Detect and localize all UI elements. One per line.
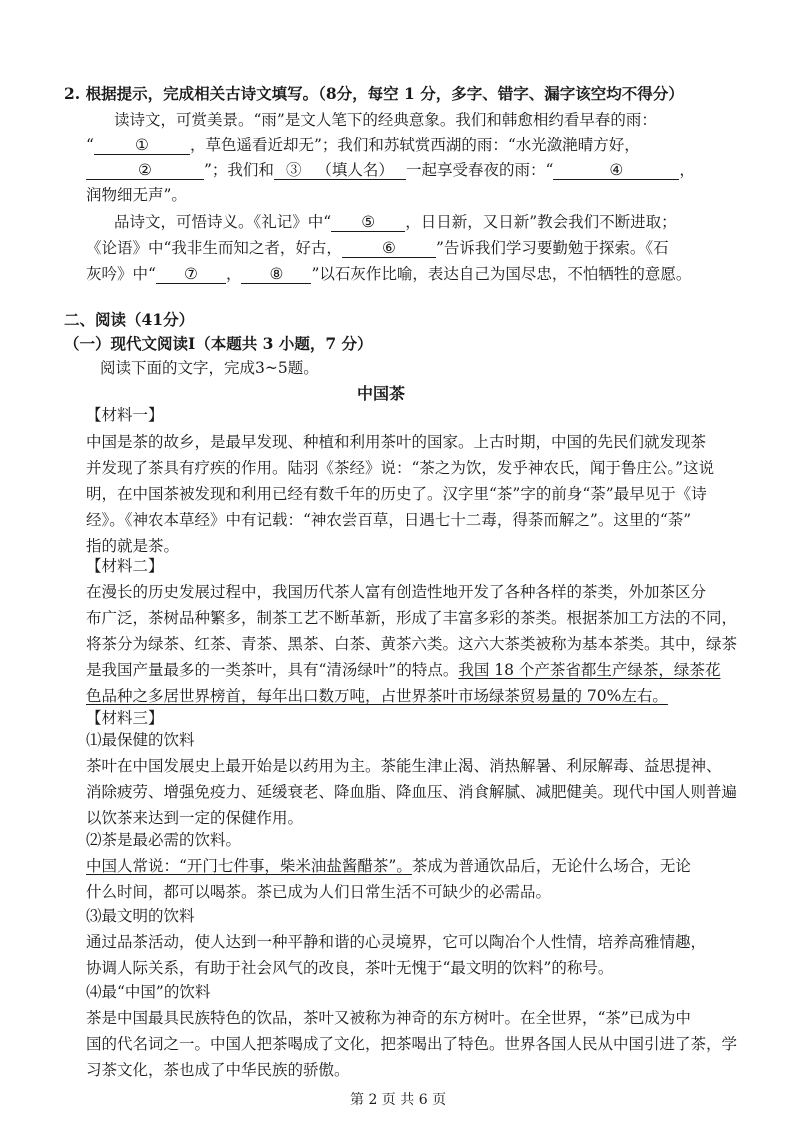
m3-s1-line-3: 以饮茶来达到一定的保健作用。: [86, 809, 304, 827]
blank-3[interactable]: ③ （填人名）: [274, 162, 406, 180]
m2-line-3: 将茶分为绿茶、红茶、青茶、黑茶、白茶、黄茶六类。这六大茶类被称为基本茶类。其中，绿茶: [86, 635, 738, 653]
blank-8[interactable]: ⑧: [241, 266, 311, 284]
m1-line-3: 明，在中国茶被发现和利用已经有数千年的历史了。汉字里“茶”字的前身“荼”最早见于《诗: [86, 485, 707, 503]
subsection-1-heading: （一）现代文阅读Ⅰ（本题共 3 小题，7 分）: [64, 334, 373, 353]
q2-intro: 读诗文，可赏美景。“雨”是文人笔下的经典意象。我们和韩愈相约看早春的雨：: [114, 111, 657, 129]
blank-4[interactable]: ④: [553, 162, 679, 180]
blank-6[interactable]: ⑥: [342, 240, 436, 258]
m1-line-5: 指的就是茶。: [86, 537, 180, 555]
m1-line-2: 并发现了茶具有疗疾的作用。陆羽《茶经》说：“茶之为饮，发乎神农氏，闻于鲁庄公。”这说: [86, 459, 715, 477]
underlined-quote: 中国人常说：“开门七件事，柴米油盐酱醋茶”。: [86, 857, 412, 875]
q2-line-4: 品诗文，可悟诗义。《礼记》中“ ⑤ ，日日新，又日新”教会我们不断进取；: [114, 213, 677, 231]
m3-s1-line-1: 茶叶在中国发展史上最开始是以药用为主。茶能生津止渴、消热解暑、利尿解毒、益思提神、: [86, 757, 722, 775]
m3-s4-line-1: 茶是中国最具民族特色的饮品，茶叶又被称为神奇的东方树叶。在全世界，“茶”已成为中: [86, 1009, 691, 1027]
reading-instruction: 阅读下面的文字，完成3~5题。: [100, 359, 319, 377]
q2-line-2: ② ”；我们和 ③ （填人名） 一起享受春夜的雨：“ ④ ，: [86, 160, 695, 180]
m3-sub-1: ⑴最保健的饮料: [86, 731, 195, 749]
m3-s1-line-2: 消除疲劳、增强免疫力、延缓衰老、降血脂、降血压、消食解腻、减肥健美。现代中国人则普遍: [86, 783, 738, 801]
m1-line-4: 经》。《神农本草经》中有记载：“神农尝百草，日遇七十二毒，得荼而解之”。这里的“荼”: [86, 511, 692, 529]
q2-line-6: 灰吟》中“ ⑦ ， ⑧ ”以石灰作比喻，表达自己为国尽忠，不怕牺牲的意愿。: [86, 265, 692, 283]
m3-s3-line-2: 协调人际关系，有助于社会风气的改良，茶叶无愧于“最文明的饮料”的称号。: [86, 959, 614, 977]
m3-s4-line-2: 国的代名词之一。中国人把茶喝成了文化，把茶喝出了特色。世界各国人民从中国引进了茶，学: [86, 1035, 738, 1053]
m3-sub-4: ⑷最“中国”的饮料: [86, 983, 211, 1001]
material-3-heading: 【材料三】: [86, 709, 164, 727]
q2-line-1: “ ① ，草色遥看近却无”；我们和苏轼赏西湖的雨：“水光潋滟晴方好，: [86, 136, 640, 154]
q2-line-5: 《论语》中“我非生而知之者，好古， ⑥ ”告诉我们学习要勤勉于探索。《石: [86, 239, 669, 257]
m3-s2-line-1: 中国人常说：“开门七件事，柴米油盐酱醋茶”。茶成为普通饮品后，无论什么场合，无论: [86, 857, 691, 875]
material-1-heading: 【材料一】: [86, 406, 164, 424]
m1-line-1: 中国是茶的故乡，是最早发现、种植和利用茶叶的国家。上古时期，中国的先民们就发现茶: [86, 433, 707, 451]
m2-line-2: 布广泛，茶树品种繁多，制茶工艺不断革新，形成了丰富多彩的茶类。根据茶加工方法的不同，: [86, 609, 738, 627]
underlined-sentence: 我国 18 个产茶省都生产绿茶，绿茶花: [458, 661, 721, 679]
blank-2[interactable]: ②: [86, 162, 204, 180]
blank-7[interactable]: ⑦: [156, 266, 226, 284]
material-2-heading: 【材料二】: [86, 557, 164, 575]
m3-s3-line-1: 通过品茶活动，使人达到一种平静和谐的心灵境界，它可以陶冶个人性情，培养高雅情趣，: [86, 933, 707, 951]
q2-line-3: 润物细无声”。: [86, 186, 187, 204]
m2-line-5: 色品种之多居世界榜首，每年出口数万吨，占世界茶叶市场绿茶贸易量的 70%左右。: [86, 687, 668, 705]
m2-line-4: 是我国产量最多的一类茶叶，具有“清汤绿叶”的特点。我国 18 个产茶省都生产绿茶，绿茶花: [86, 661, 721, 679]
m3-s4-line-3: 习茶文化，茶也成了中华民族的骄傲。: [86, 1061, 350, 1079]
section-2-heading: 二、阅读（41分）: [64, 310, 195, 329]
blank-1[interactable]: ①: [94, 137, 190, 155]
m3-sub-2: ⑵茶是最必需的饮料。: [86, 831, 242, 849]
question-2-header: 2. 根据提示，完成相关古诗文填写。（8分，每空 1 分，多字、错字、漏字该空均不得分）: [64, 84, 684, 103]
blank-5[interactable]: ⑤: [331, 214, 405, 232]
m3-s2-line-2: 什么时间，都可以喝茶。茶已成为人们日常生活不可缺少的必需品。: [86, 883, 552, 901]
page-number: 第 2 页 共 6 页: [350, 1092, 447, 1108]
m3-sub-3: ⑶最文明的饮料: [86, 907, 195, 925]
m2-line-1: 在漫长的历史发展过程中，我国历代茶人富有创造性地开发了各种各样的茶类，外加茶区分: [86, 583, 707, 601]
article-title: 中国茶: [357, 384, 406, 403]
